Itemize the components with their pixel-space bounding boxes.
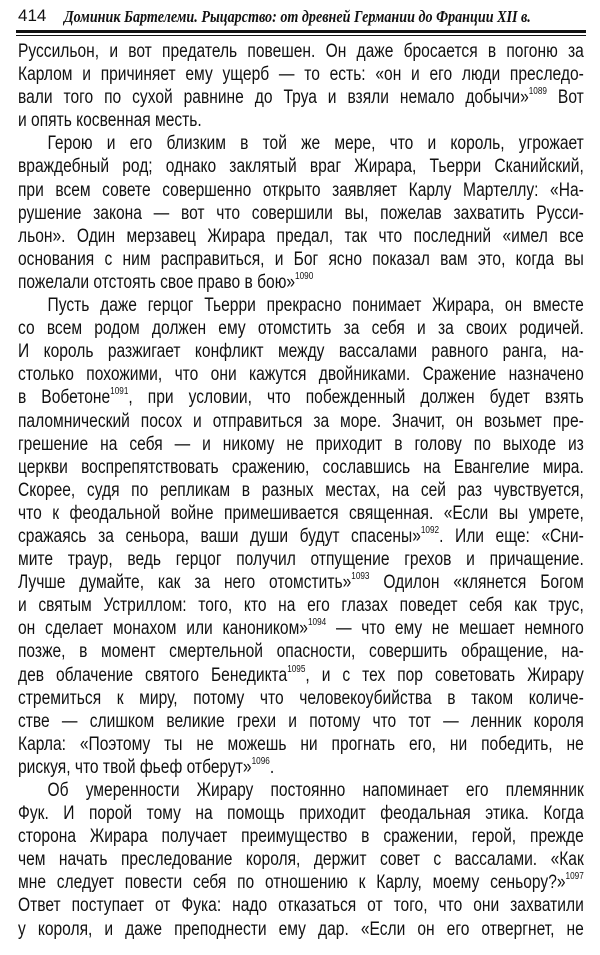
line-text: паломнический посох и отправиться за море. Значит, он возьмет пре- bbox=[18, 410, 584, 432]
line-text: Об умеренности Жирару постоянно напоминает его племянник bbox=[47, 780, 584, 801]
text-line bbox=[18, 894, 584, 917]
footnote-ref[interactable]: 1090 bbox=[295, 270, 314, 282]
text-line bbox=[18, 548, 584, 571]
line-text: Руссильон, и вот предатель повешен. Он даже бросается в погоню за bbox=[18, 41, 584, 62]
text-line bbox=[18, 456, 584, 479]
line-text: враждебный род; однако заклятый враг Жирара, Тьерри Сканийский, bbox=[18, 156, 584, 178]
footnote-ref[interactable]: 1096 bbox=[251, 755, 270, 767]
text-line bbox=[18, 571, 584, 594]
text-line bbox=[18, 248, 584, 271]
text-line bbox=[18, 63, 584, 86]
text-line bbox=[18, 202, 584, 225]
line-text: рискуя, что твой фьеф отберут» bbox=[18, 756, 252, 778]
text-line bbox=[18, 848, 584, 871]
line-text: позже, в момент смертельной опасности, совершить обращение, на- bbox=[18, 641, 584, 663]
text-line bbox=[18, 294, 584, 317]
line-text-cont: , и с тех пор советовать Жирару bbox=[305, 664, 584, 686]
footnote-ref[interactable]: 1097 bbox=[565, 871, 584, 883]
line-text: Пусть даже герцог Тьерри прекрасно понимает Жирара, он вместе bbox=[47, 295, 584, 317]
footnote-ref[interactable]: 1095 bbox=[287, 663, 306, 675]
line-text: мите траур, ведь герцог получил отпущение грехов и причащение. bbox=[18, 549, 584, 571]
line-text: вали того по сухой равнине до Труа и взяли немало добычи» bbox=[18, 87, 529, 109]
header-rule-thin bbox=[16, 35, 586, 36]
body-text bbox=[18, 40, 600, 941]
line-text: Карлом и причиняет ему ущерб — то есть: «он и его люди преследо- bbox=[18, 64, 584, 86]
line-text: Герою и его близким в той же мере, что и король, угрожает bbox=[47, 133, 584, 155]
line-text: стве — слишком великие грехи и потому что тот — ленник короля bbox=[18, 710, 584, 732]
text-line bbox=[18, 179, 584, 202]
text-line bbox=[18, 363, 584, 386]
line-text-cont: , при условии, что побежденный должен будет взять bbox=[128, 387, 584, 409]
line-text: церкви воспрепятствовать сражению, сославшись на Евангелие мира. bbox=[18, 456, 584, 478]
line-text: чем начать преследование короля, держит совет с вассалами. «Как bbox=[18, 849, 584, 871]
text-line bbox=[18, 410, 584, 433]
page-number: 414 bbox=[18, 6, 47, 25]
line-text: Фук. И порой тому на помощь приходит феодальная этика. Когда bbox=[18, 803, 584, 825]
line-text: И король разжигает конфликт между вассалами равного ранга, на- bbox=[18, 341, 584, 363]
text-line bbox=[18, 225, 584, 248]
text-line bbox=[18, 86, 584, 109]
text-line bbox=[18, 640, 584, 663]
line-text-cont: . Или еще: «Сни- bbox=[439, 525, 584, 547]
text-line bbox=[18, 687, 584, 710]
line-text: он сделает монахом или каноником» bbox=[18, 618, 308, 640]
text-line bbox=[18, 340, 584, 363]
line-text: Ответ поступает от Фука: надо отказаться от того, что они захватили bbox=[18, 895, 584, 917]
line-text: мне следует повести себя по отношению к Карлу, моему сеньору?» bbox=[18, 872, 566, 894]
line-text: рушение закона — вот что совершили вы, пожелав захватить Русси- bbox=[18, 202, 584, 224]
text-line bbox=[18, 525, 584, 548]
line-text: и опять косвенная месть. bbox=[18, 110, 202, 132]
text-line bbox=[18, 317, 584, 340]
running-title: Доминик Бартелеми. Рыцарство: от древней Германии до Франции XII в. bbox=[64, 7, 531, 26]
header-rule-thick bbox=[16, 30, 586, 33]
line-text: столько похожими, что они кажутся двойниками. Сражение назначено bbox=[18, 364, 584, 386]
text-line bbox=[18, 617, 584, 640]
footnote-ref[interactable]: 1091 bbox=[110, 386, 129, 398]
text-line bbox=[18, 918, 584, 941]
line-text-cont: Вот bbox=[546, 87, 584, 109]
text-line bbox=[18, 502, 584, 525]
text-line bbox=[18, 271, 584, 294]
line-text: у короля, и даже преподнести ему дар. «Если он его отвергнет, не bbox=[18, 918, 584, 940]
line-text: Карла: «Поэтому ты не можешь ни прогнать его, ни победить, не bbox=[18, 733, 584, 755]
line-text: и святым Устриллом: того, кто на его глазах поведет себя как трус, bbox=[18, 595, 584, 617]
footnote-ref[interactable]: 1092 bbox=[420, 524, 440, 536]
text-line bbox=[18, 802, 584, 825]
line-text: сражаясь за сеньора, ваши души будут спасены» bbox=[18, 525, 421, 547]
footnote-ref[interactable]: 1089 bbox=[528, 86, 547, 98]
line-text: льон». Один мерзавец Жирара предал, так что последний «имел все bbox=[18, 225, 584, 247]
text-line bbox=[18, 710, 584, 733]
line-text: сторона Жирара получает преимущество в сражении, герой, прежде bbox=[18, 826, 584, 848]
line-text: в Вобетоне bbox=[18, 387, 111, 409]
text-line bbox=[18, 779, 584, 802]
text-line bbox=[18, 664, 584, 687]
text-line bbox=[18, 132, 584, 155]
line-text: Скорее, судя по репликам в разных местах, на сей раз чувствуется, bbox=[18, 479, 584, 501]
line-text: дев облачение святого Бенедикта bbox=[18, 664, 288, 686]
line-text: со всем родом должен ему отомстить за себя и за своих родичей. bbox=[18, 318, 584, 340]
text-line bbox=[18, 756, 584, 779]
text-line bbox=[18, 733, 584, 756]
line-text-cont: . bbox=[269, 756, 275, 778]
text-line bbox=[18, 109, 584, 132]
line-text-cont: — что ему не мешает немного bbox=[326, 618, 584, 640]
line-text: пожелали отстоять свое право в бою» bbox=[18, 271, 296, 293]
text-line bbox=[18, 155, 584, 178]
text-line bbox=[18, 594, 584, 617]
line-text: Лучше думайте, как за него отомстить» bbox=[18, 572, 352, 594]
text-line bbox=[18, 433, 584, 456]
footnote-ref[interactable]: 1093 bbox=[351, 571, 370, 583]
text-line bbox=[18, 871, 584, 894]
text-line bbox=[18, 386, 584, 409]
line-text: стремиться к миру, потому что человекоубийства в таком количе- bbox=[18, 687, 584, 709]
line-text: что к феодальной войне примешивается священная. «Если вы умрете, bbox=[18, 502, 584, 524]
line-text-cont: Одилон «клянется Богом bbox=[369, 572, 584, 594]
line-text: основания с ним расправиться, и Бог ясно показал вам это, когда вы bbox=[18, 248, 584, 270]
text-line bbox=[18, 40, 584, 63]
line-text: грешение на себя — и никому не приходит в голову по выходе из bbox=[18, 433, 584, 455]
footnote-ref[interactable]: 1094 bbox=[307, 617, 327, 629]
text-line bbox=[18, 825, 584, 848]
text-line bbox=[18, 479, 584, 502]
line-text: при всем совете совершенно открыто заявляет Карлу Мартеллу: «На- bbox=[18, 179, 584, 201]
